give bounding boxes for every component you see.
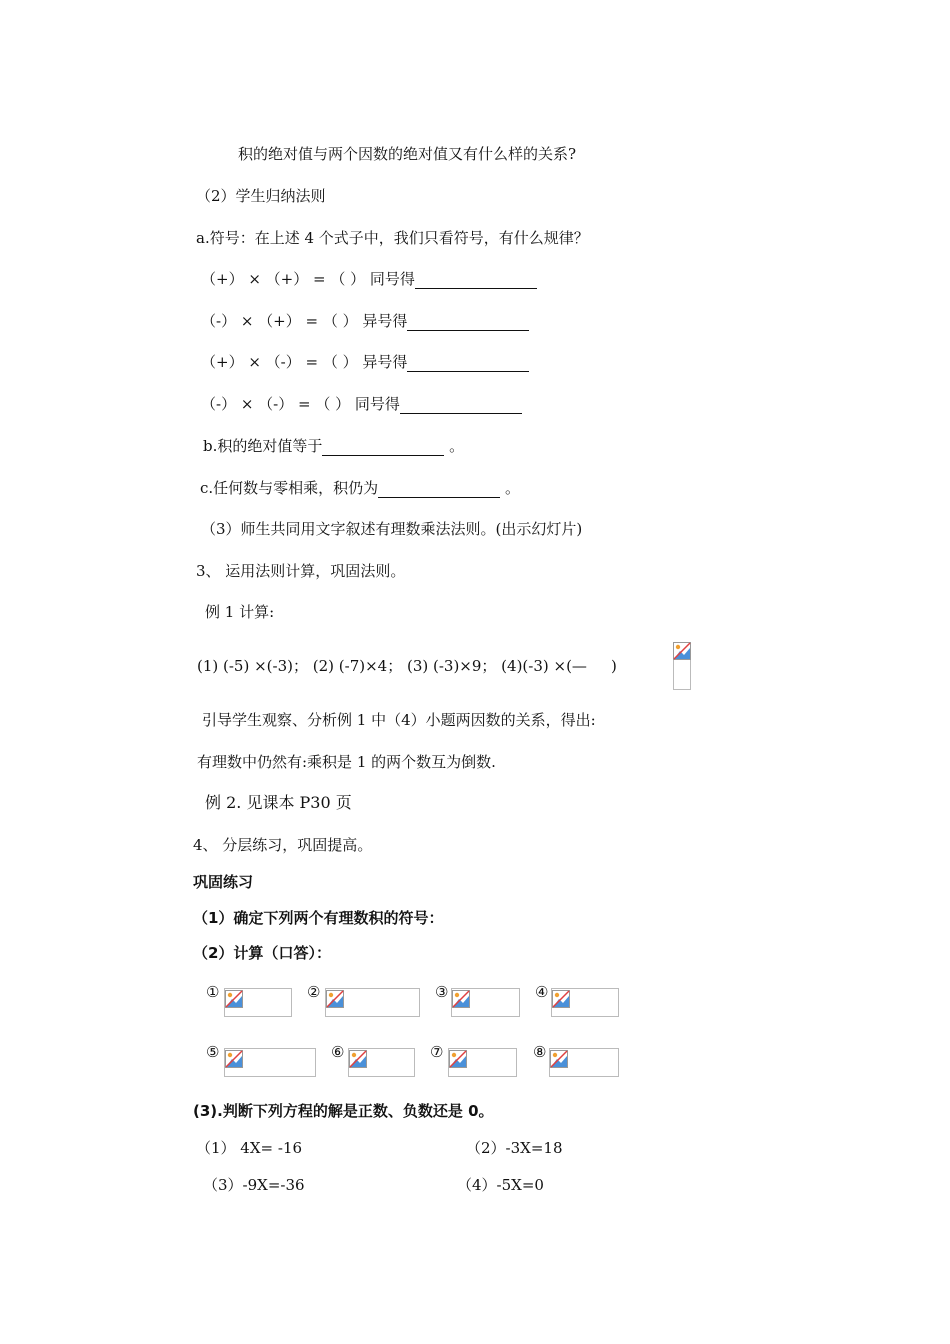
rule-c bbox=[200, 478, 520, 498]
broken-image-icon bbox=[225, 990, 243, 1008]
text-line: 例 1 计算: bbox=[205, 603, 275, 621]
example-1-end: ) bbox=[610, 657, 617, 675]
text-line: （2）学生归纳法则 bbox=[196, 187, 326, 205]
rule-c-end: 。 bbox=[500, 479, 520, 497]
equation: （4）-5X=0 bbox=[457, 1176, 544, 1194]
text-line: 3、 运用法则计算，巩固法则。 bbox=[196, 562, 406, 580]
sign-rule-row bbox=[201, 269, 537, 289]
fill-blank bbox=[407, 355, 529, 372]
item-number: ④ bbox=[535, 983, 549, 1001]
item-number: ⑥ bbox=[331, 1043, 345, 1061]
rule-b bbox=[203, 436, 464, 456]
sign-rule-text: （+） × （-） = （ ） 异号得 bbox=[201, 353, 408, 371]
text-line: 例 2. 见课本 P30 页 bbox=[205, 793, 352, 812]
sign-rule-text: （+） × （+） = （ ） 同号得 bbox=[201, 270, 415, 288]
text-line: （3）师生共同用文字叙述有理数乘法法则。(出示幻灯片) bbox=[201, 520, 583, 538]
equation: （1） 4X= -16 bbox=[196, 1139, 303, 1157]
exercise-heading: (3).判断下列方程的解是正数、负数还是 0。 bbox=[193, 1102, 494, 1120]
text-line: 积的绝对值与两个因数的绝对值又有什么样的关系? bbox=[238, 145, 577, 163]
exercise-heading: （1）确定下列两个有理数积的符号： bbox=[193, 909, 444, 927]
fill-blank bbox=[378, 481, 500, 498]
text-line: 4、 分层练习，巩固提高。 bbox=[193, 836, 373, 854]
example-1-text: (1) (-5) ×(-3)； (2) (-7)×4； (3) (-3)×9； (4)(-3) ×(— bbox=[197, 657, 587, 675]
example-1-problems bbox=[197, 656, 617, 676]
rule-b-text: b.积的绝对值等于 bbox=[203, 437, 323, 455]
broken-image-icon bbox=[449, 1050, 467, 1068]
broken-image-icon bbox=[326, 990, 344, 1008]
sign-rule-row bbox=[201, 311, 529, 331]
rule-c-text: c.任何数与零相乘，积仍为 bbox=[200, 479, 379, 497]
fill-blank bbox=[322, 439, 444, 456]
exercise-heading: （2）计算（口答）： bbox=[193, 944, 331, 962]
sign-rule-text: （-） × （+） = （ ） 异号得 bbox=[201, 312, 408, 330]
text-line: a.符号：在上述 4 个式子中，我们只看符号，有什么规律？ bbox=[196, 229, 589, 247]
equation: （2）-3X=18 bbox=[466, 1139, 563, 1157]
broken-image-icon bbox=[225, 1050, 243, 1068]
equation: （3）-9X=-36 bbox=[203, 1176, 305, 1194]
broken-image-icon bbox=[550, 1050, 568, 1068]
item-number: ③ bbox=[435, 983, 449, 1001]
item-number: ① bbox=[206, 983, 220, 1001]
broken-image-icon bbox=[673, 642, 691, 660]
item-number: ② bbox=[307, 983, 321, 1001]
text-line: 有理数中仍然有:乘积是 1 的两个数互为倒数. bbox=[197, 753, 496, 771]
sign-rule-row bbox=[201, 352, 529, 372]
broken-image-icon bbox=[349, 1050, 367, 1068]
rule-b-end: 。 bbox=[444, 437, 465, 455]
item-number: ⑧ bbox=[533, 1043, 547, 1061]
section-heading: 巩固练习 bbox=[193, 873, 254, 891]
item-number: ⑦ bbox=[430, 1043, 444, 1061]
fill-blank bbox=[415, 272, 537, 289]
broken-image-icon bbox=[552, 990, 570, 1008]
text-line: 引导学生观察、分析例 1 中（4）小题两因数的关系，得出: bbox=[202, 711, 596, 729]
fill-blank bbox=[407, 314, 529, 331]
broken-image-icon bbox=[452, 990, 470, 1008]
fill-blank bbox=[400, 397, 522, 414]
sign-rule-text: （-） × （-） = （ ） 同号得 bbox=[201, 395, 400, 413]
sign-rule-row bbox=[201, 394, 522, 414]
item-number: ⑤ bbox=[206, 1043, 220, 1061]
